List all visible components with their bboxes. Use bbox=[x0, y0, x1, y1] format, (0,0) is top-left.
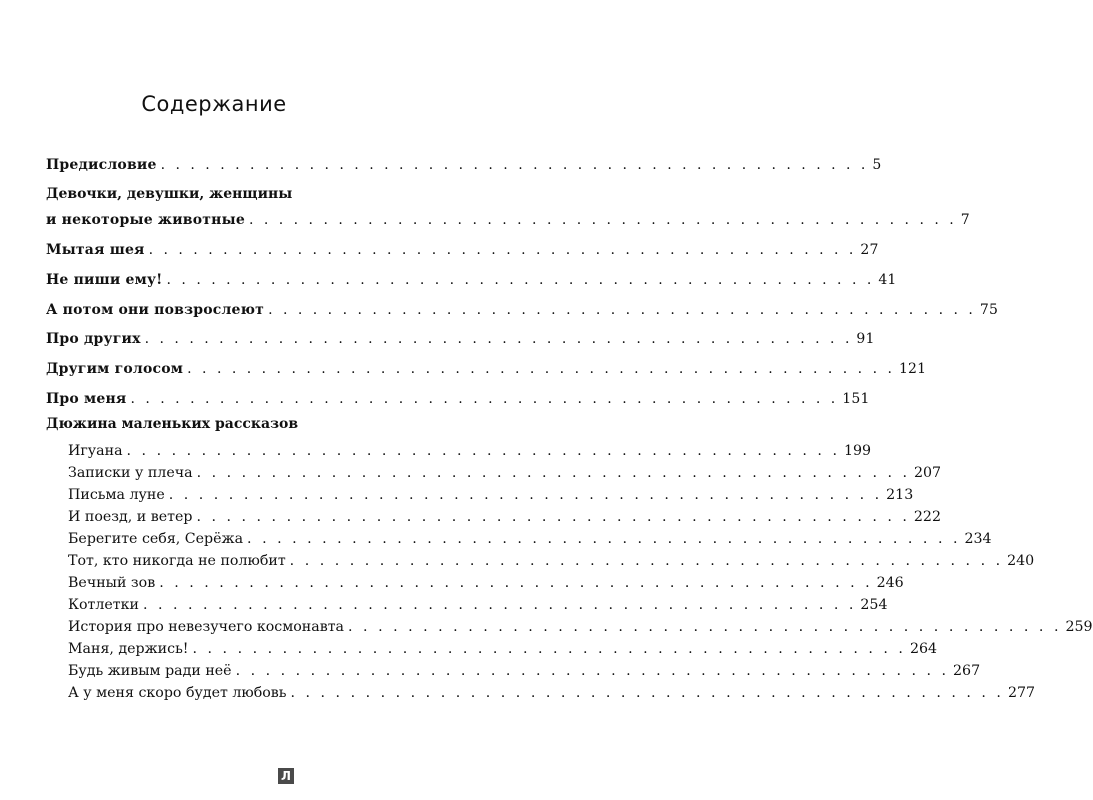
dot-leader: . . . . . . . . . . . . . . . . . . . . . . . . . . . . . . . . . . . . . . . . . . . . . . . . bbox=[166, 272, 875, 288]
dot-leader: . . . . . . . . . . . . . . . . . . . . . . . . . . . . . . . . . . . . . . . . . . . . . . . . bbox=[289, 553, 1004, 569]
toc-entry-title: И поезд, и ветер bbox=[68, 509, 193, 525]
dot-leader: . . . . . . . . . . . . . . . . . . . . . . . . . . . . . . . . . . . . . . . . . . . . . . . . bbox=[148, 242, 857, 258]
toc-entry-title-line1: Девочки, девушки, женщины bbox=[46, 186, 293, 202]
toc-page-number: 267 bbox=[953, 663, 981, 679]
toc-entry-title: История про невезучего космонавта bbox=[68, 619, 345, 635]
toc-page-number: 27 bbox=[860, 242, 879, 258]
toc-entry-title: Записки у плеча bbox=[68, 465, 193, 481]
toc-entry-title: Вечный зов bbox=[68, 575, 156, 591]
dot-leader: . . . . . . . . . . . . . . . . . . . . . . . . . . . . . . . . . . . . . . . . . . . . . . . . bbox=[142, 597, 857, 613]
dot-leader: . . . . . . . . . . . . . . . . . . . . . . . . . . . . . . . . . . . . . . . . . . . . . . . . bbox=[247, 531, 961, 547]
publisher-logo-icon bbox=[278, 768, 294, 784]
toc-section-heading: Дюжина маленьких рассказов bbox=[46, 416, 299, 432]
toc-page-number: 222 bbox=[913, 509, 941, 525]
toc-subentry[interactable] bbox=[68, 525, 992, 547]
toc-entry-about-others[interactable] bbox=[46, 325, 875, 347]
dot-leader: . . . . . . . . . . . . . . . . . . . . . . . . . . . . . . . . . . . . . . . . . . . . . . . . bbox=[348, 619, 1062, 635]
toc-entry-grow-up[interactable] bbox=[46, 296, 999, 318]
toc-entry-title: Другим голосом bbox=[46, 361, 184, 377]
toc-entry-title: Не пиши ему! bbox=[46, 272, 163, 288]
toc-subentry[interactable] bbox=[68, 635, 938, 657]
dot-leader: . . . . . . . . . . . . . . . . . . . . . . . . . . . . . . . . . . . . . . . . . . . . . . . . bbox=[192, 641, 906, 657]
toc-entry-about-me[interactable] bbox=[46, 385, 870, 407]
toc-entry-title: Тот, кто никогда не полюбит bbox=[68, 553, 286, 569]
toc-page-number: 213 bbox=[886, 487, 914, 503]
toc-subentry[interactable] bbox=[68, 569, 904, 591]
toc-entry-title: Берегите себя, Серёжа bbox=[68, 531, 244, 547]
toc-subentry[interactable] bbox=[68, 613, 1093, 635]
toc-entry-title: Котлетки bbox=[68, 597, 139, 613]
toc-entry-washed-neck[interactable] bbox=[46, 236, 879, 258]
toc-entry-title: А потом они повзрослеют bbox=[46, 302, 265, 318]
dot-leader: . . . . . . . . . . . . . . . . . . . . . . . . . . . . . . . . . . . . . . . . . . . . . . . . bbox=[168, 487, 883, 503]
toc-page-number: 91 bbox=[856, 331, 875, 347]
toc-subentry[interactable] bbox=[68, 591, 888, 613]
dot-leader: . . . . . . . . . . . . . . . . . . . . . . . . . . . . . . . . . . . . . . . . . . . . . . . . bbox=[160, 157, 869, 173]
dot-leader: . . . . . . . . . . . . . . . . . . . . . . . . . . . . . . . . . . . . . . . . . . . . . . . . bbox=[290, 685, 1004, 701]
page-title: Содержание bbox=[141, 92, 287, 116]
toc-page-number: 264 bbox=[909, 641, 938, 657]
toc-page-number: 75 bbox=[979, 302, 999, 318]
dot-leader: . . . . . . . . . . . . . . . . . . . . . . . . . . . . . . . . . . . . . . . . . . . . . . . . bbox=[126, 443, 840, 459]
toc-subentry[interactable] bbox=[68, 657, 981, 679]
dot-leader: . . . . . . . . . . . . . . . . . . . . . . . . . . . . . . . . . . . . . . . . . . . . . . . . bbox=[159, 575, 873, 591]
publisher-logo-letter: Л bbox=[281, 769, 291, 783]
dot-leader: . . . . . . . . . . . . . . . . . . . . . . . . . . . . . . . . . . . . . . . . . . . . . . . . bbox=[196, 465, 910, 481]
toc-page-number: 199 bbox=[843, 443, 872, 459]
toc-entry-title: Про других bbox=[46, 331, 141, 347]
toc-page-number: 5 bbox=[872, 157, 882, 173]
toc-page-number: 207 bbox=[914, 465, 942, 481]
toc-entry-other-voice[interactable] bbox=[46, 355, 927, 377]
toc-entry-title: Мытая шея bbox=[46, 242, 145, 258]
toc-entry-title: Письма луне bbox=[68, 487, 165, 503]
toc-page-number: 151 bbox=[842, 391, 870, 407]
toc-subentry[interactable] bbox=[68, 503, 941, 525]
dot-leader: . . . . . . . . . . . . . . . . . . . . . . . . . . . . . . . . . . . . . . . . . . . . . . . . bbox=[235, 663, 950, 679]
toc-page-number: 259 bbox=[1065, 619, 1093, 635]
toc-subentry[interactable] bbox=[68, 437, 872, 459]
toc-entry-girls[interactable] bbox=[46, 206, 970, 228]
dot-leader: . . . . . . . . . . . . . . . . . . . . . . . . . . . . . . . . . . . . . . . . . . . . . . . . bbox=[130, 391, 839, 407]
toc-page-number: 277 bbox=[1007, 685, 1036, 701]
toc-page-number: 246 bbox=[876, 575, 904, 591]
toc-subentry[interactable] bbox=[68, 679, 1036, 701]
toc-subentry[interactable] bbox=[68, 481, 914, 503]
toc-entry-title: Про меня bbox=[46, 391, 127, 407]
toc-page-number: 7 bbox=[960, 212, 970, 228]
toc-entry-title: Предисловие bbox=[46, 157, 157, 173]
dot-leader: . . . . . . . . . . . . . . . . . . . . . . . . . . . . . . . . . . . . . . . . . . . . . . . . bbox=[248, 212, 957, 228]
toc-entry-dont-write[interactable] bbox=[46, 266, 897, 288]
toc-subentry[interactable] bbox=[68, 459, 942, 481]
dot-leader: . . . . . . . . . . . . . . . . . . . . . . . . . . . . . . . . . . . . . . . . . . . . . . . . bbox=[268, 302, 976, 318]
toc-entry-title: Маня, держись! bbox=[68, 641, 189, 657]
toc-entry-title: А у меня скоро будет любовь bbox=[68, 685, 287, 701]
toc-page-number: 254 bbox=[860, 597, 888, 613]
toc-subentry[interactable] bbox=[68, 547, 1035, 569]
toc-entry-title: и некоторые животные bbox=[46, 212, 245, 228]
toc-entry-title: Игуана bbox=[68, 443, 123, 459]
dot-leader: . . . . . . . . . . . . . . . . . . . . . . . . . . . . . . . . . . . . . . . . . . . . . . . . bbox=[196, 509, 910, 525]
toc-page-number: 234 bbox=[964, 531, 992, 547]
toc-page-number: 121 bbox=[898, 361, 927, 377]
toc-entry-title: Будь живым ради неё bbox=[68, 663, 232, 679]
dot-leader: . . . . . . . . . . . . . . . . . . . . . . . . . . . . . . . . . . . . . . . . . . . . . . . . bbox=[144, 331, 853, 347]
dot-leader: . . . . . . . . . . . . . . . . . . . . . . . . . . . . . . . . . . . . . . . . . . . . . . . . bbox=[187, 361, 895, 377]
toc-page-number: 41 bbox=[878, 272, 897, 288]
toc-page-number: 240 bbox=[1007, 553, 1035, 569]
toc-entry-preface[interactable] bbox=[46, 151, 882, 173]
